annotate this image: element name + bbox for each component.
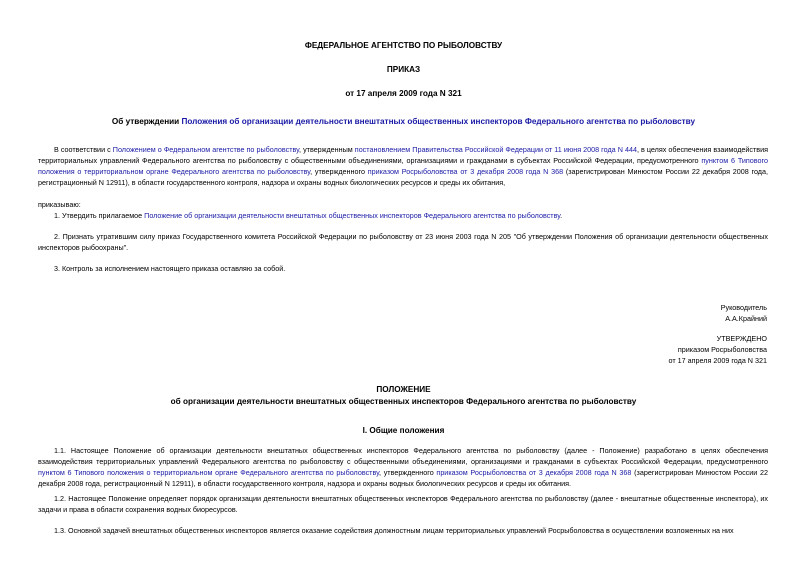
signature-name: А.А.Крайний [725,314,767,323]
paragraph-1-2 [38,493,768,515]
link-regulation[interactable]: Положение об организации деятельности внештатных общественных инспекторов Федерального агентства по рыболовству [144,211,561,220]
preamble-paragraph [38,144,768,188]
preamble [38,144,768,188]
signature-role: Руководитель [720,303,767,312]
paragraph-1-3-text: 1.3. Основной задачей внештатных общественных инспекторов является оказание содействия должностным лицам территориальных управлений Росрыболовства в осуществлении возложенных на них [54,526,734,535]
paragraph-1-1-text-3: (зарегистрирован Минюстом России 22 декабря 2008 года, регистрационный N 12911), в области государственного контроля, надзора и охраны водных биологических ресурсов и среды их обитания. [38,468,768,488]
order-title-prefix: Об утверждении [111,117,182,126]
item-3 [38,263,768,274]
link-model-regulation[interactable]: пунктом 6 Типового положения о территориальном органе Федерального агентства по рыболовству [38,156,768,176]
paragraph-1-2-text: 1.2. Настоящее Положение определяет порядок организации деятельности внештатных общественных инспекторов Федерального агентства по рыболовству (далее - внештатные общественные инспектора), их задачи и права в области сохранения водных биоресурсов. [38,494,768,514]
order-word: приказываю: [38,200,81,209]
approval-block [668,333,767,366]
approval-line-1: УТВЕРЖДЕНО [716,334,767,343]
regulation-title: ПОЛОЖЕНИЕ [376,385,431,394]
preamble-text-2: , утвержденным [299,145,355,154]
approval-line-3: от 17 апреля 2009 года N 321 [668,356,767,365]
paragraph-1-3 [38,525,768,536]
agency-heading: ФЕДЕРАЛЬНОЕ АГЕНТСТВО ПО РЫБОЛОВСТВУ [304,41,503,50]
link-government-decree[interactable]: постановлением Правительства Российской Федерации от 11 июня 2008 года N 444 [354,145,637,154]
order-title [0,116,807,127]
section-heading: I. Общие положения [362,426,445,435]
item-1 [38,210,768,221]
link-model-regulation-2[interactable]: пунктом 6 Типового положения о территориальном органе Федерального агентства по рыболовству [38,468,379,477]
preamble-text-4: , утвержденного [310,167,368,176]
paragraph-1-1-text-2: , утвержденного [378,468,437,477]
item-3-text: 3. Контроль за исполнением настоящего приказа оставляю за собой. [54,264,286,273]
signature-block [721,302,767,324]
approval-line-2: приказом Росрыболовства [677,345,767,354]
regulation-subtitle: об организации деятельности внештатных общественных инспекторов Федерального агентства по рыболовству [170,397,637,406]
link-order-368-2[interactable]: приказом Росрыболовства от 3 декабря 2008 года N 368 [436,468,632,477]
link-order-368[interactable]: приказом Росрыболовства от 3 декабря 2008 года N 368 [367,167,564,176]
preamble-text-3: , в целях обеспечения взаимодействия территориальных управлений Федерального агентства по рыболовству с общественными объединениями, организациями и гражданами в субъектах Российской Федерации, предусмотренного [38,145,769,165]
preamble-text-1: В соответствии с [54,145,113,154]
item-2 [38,231,768,253]
link-agency-regulation[interactable]: Положением о Федеральном агентстве по рыболовству [112,145,300,154]
paragraph-1-1-text-1: 1.1. Настоящее Положение об организации деятельности внештатных общественных инспекторов Федерального агентства по рыболовству (далее - Положение) разработано в целях обеспечения взаимодействия территориальных управлений Федерального агентства по рыболовству с общественными объединениями, организациями и гражданами в субъектах Российской Федерации, предусмотренного [38,446,768,466]
order-title-link[interactable]: Положения об организации деятельности внештатных общественных инспекторов Федерального агентства по рыболовству [181,117,696,126]
paragraph-1-1 [38,445,768,489]
item-1-end: . [560,211,563,220]
item-2-text: 2. Признать утратившим силу приказ Государственного комитета Российской Федерации по рыболовству от 23 июня 2003 года N 205 "Об утверждении Положения об организации деятельности общественных инспекторов рыбоохраны". [38,232,768,252]
order-heading: ПРИКАЗ [386,65,421,74]
preamble-text-5: (зарегистрирован Минюстом России 22 декабря 2008 года, регистрационный N 12911), в области государственного контроля, надзора и охраны водных биологических ресурсов и среды их обитания, [38,167,768,187]
item-1-text: 1. Утвердить прилагаемое [54,211,145,220]
order-date: от 17 апреля 2009 года N 321 [345,89,462,98]
